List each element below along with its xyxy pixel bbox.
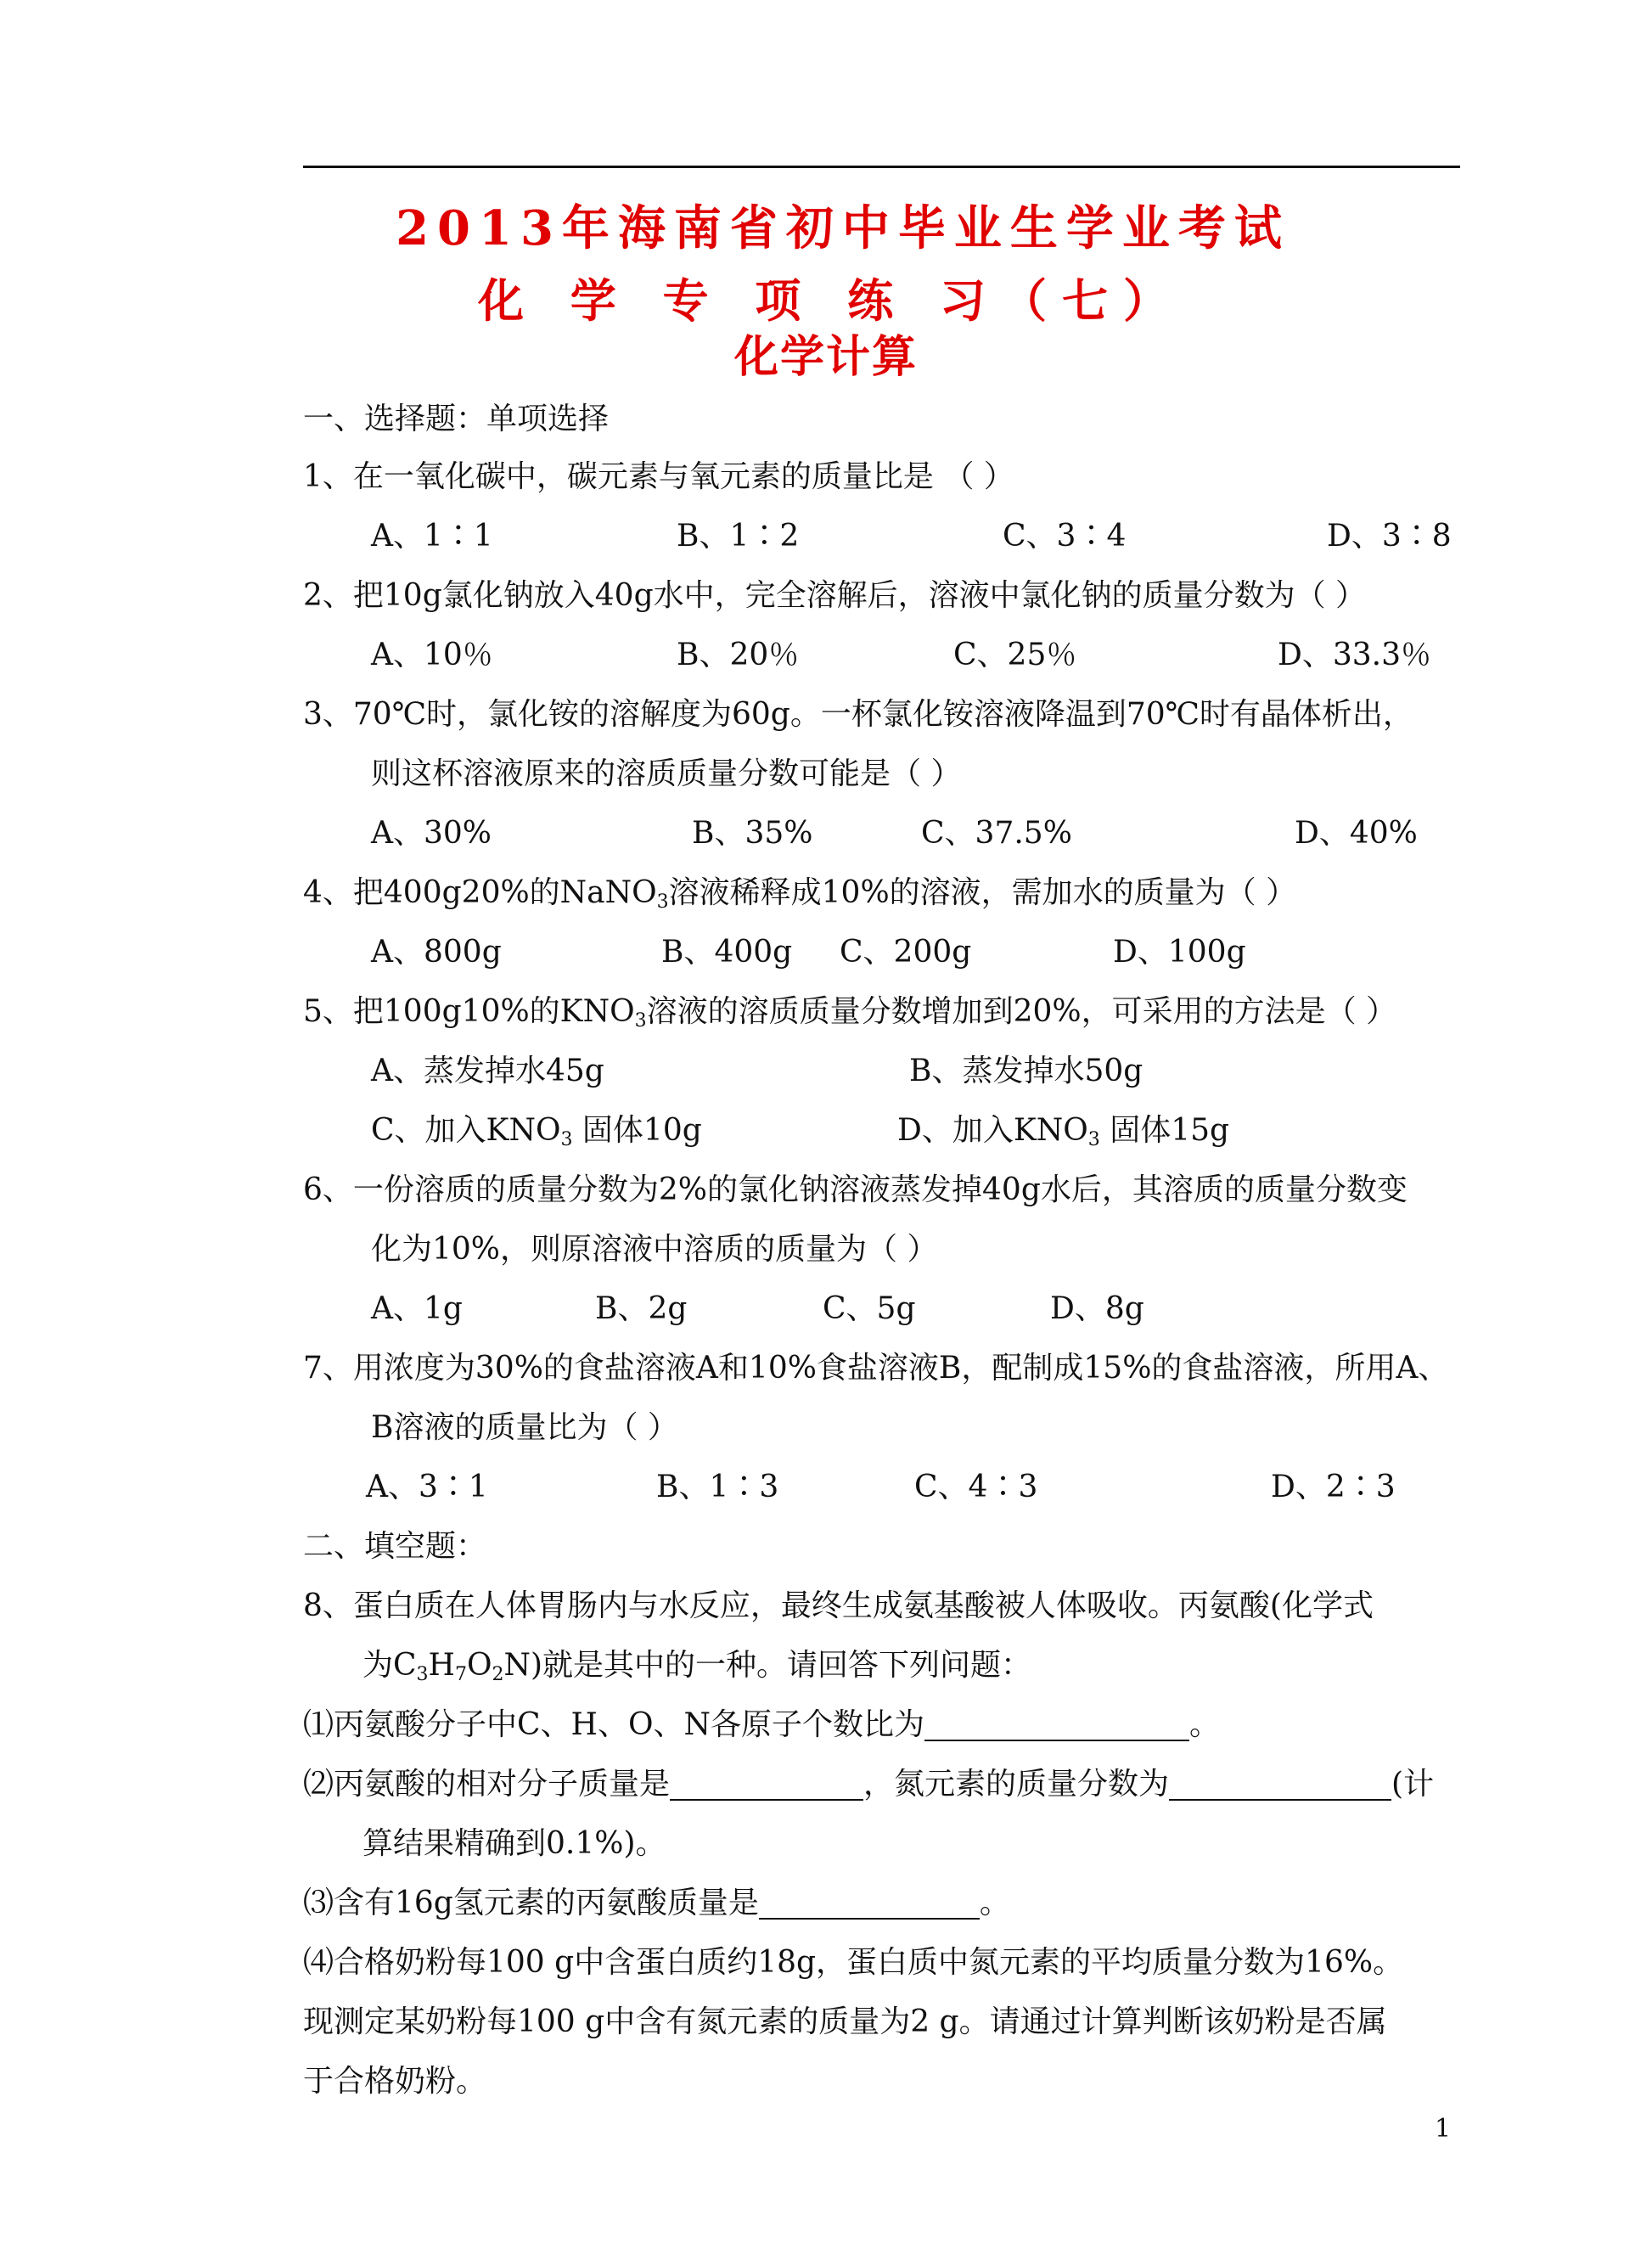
q6-option-d: D、8g xyxy=(1050,1291,1144,1326)
q8-formula-sub-h: 7 xyxy=(454,1664,467,1685)
section1-heading: 一、选择题：单项选择 xyxy=(303,402,610,436)
q6-option-c: C、5g xyxy=(823,1291,916,1326)
q8-part3 xyxy=(303,1879,1010,1922)
q1-option-c: C、3∶4 xyxy=(1003,519,1127,554)
header-rule xyxy=(303,166,1460,168)
q5-option-d-post: 固体15g xyxy=(1099,1113,1230,1148)
page-title: 2013年海南省初中毕业生学业考试 xyxy=(396,200,1290,256)
q4-option-a: A、800g xyxy=(371,935,502,970)
q8-formula-o: O xyxy=(466,1648,492,1683)
q4-stem-subscript: 3 xyxy=(656,891,669,913)
q3-option-d: D、40% xyxy=(1295,816,1418,851)
section2-heading: 二、填空题： xyxy=(303,1529,487,1564)
q8-part2-text-c: (计 xyxy=(1391,1767,1435,1802)
q2-option-b: B、20％ xyxy=(677,638,800,672)
q8-part2-line2: 算结果精确到0.1%)。 xyxy=(362,1826,666,1861)
q8-part1-text: ⑴丙氨酸分子中C、H、O、N各原子个数比为 xyxy=(303,1707,924,1742)
q8-part4-line3: 于合格奶粉。 xyxy=(303,2064,487,2099)
answer-blank-ratio[interactable] xyxy=(924,1709,1189,1741)
q2-option-d: D、33.3％ xyxy=(1278,638,1432,672)
q2-option-c: C、25％ xyxy=(953,638,1077,672)
q8-formula-h: H xyxy=(428,1648,455,1683)
q7-option-c: C、4∶3 xyxy=(914,1470,1038,1504)
q4-stem-post: 溶液稀释成10%的溶液，需加水的质量为（ ） xyxy=(668,875,1297,910)
q4-stem-pre: 4、把400g20%的NaNO xyxy=(303,875,657,910)
q5-stem-subscript: 3 xyxy=(634,1010,647,1032)
q7-stem-line1: 7、用浓度为30%的食盐溶液A和10%食盐溶液B，配制成15%的食盐溶液，所用A、 xyxy=(303,1351,1449,1386)
q4-option-b: B、400g xyxy=(661,935,793,970)
q5-option-b: B、蒸发掉水50g xyxy=(909,1054,1143,1088)
q6-option-b: B、2g xyxy=(595,1291,688,1326)
q2-option-a: A、10％ xyxy=(371,638,493,672)
q1-option-a: A、1∶1 xyxy=(371,519,493,554)
q6-stem-line1: 6、一份溶质的质量分数为2%的氯化钠溶液蒸发掉40g水后，其溶质的质量分数变 xyxy=(303,1172,1408,1207)
q8-line2 xyxy=(362,1641,1031,1685)
q5-stem-pre: 5、把100g10%的KNO xyxy=(303,994,635,1029)
q7-stem-line2: B溶液的质量比为（ ） xyxy=(371,1410,678,1445)
q5-option-d-subscript: 3 xyxy=(1087,1129,1100,1150)
q7-option-a: A、3∶1 xyxy=(366,1470,488,1504)
page-topic: 化学计算 xyxy=(733,331,918,383)
q8-part4-line1: ⑷合格奶粉每100 g中含蛋白质约18g，蛋白质中氮元素的平均质量分数为16%。 xyxy=(303,1945,1404,1980)
q5-option-a: A、蒸发掉水45g xyxy=(371,1054,604,1088)
q8-part3-text: ⑶含有16g氢元素的丙氨酸质量是 xyxy=(303,1886,759,1920)
q2-stem: 2、把10g氯化钠放入40g水中，完全溶解后，溶液中氯化钠的质量分数为（ ） xyxy=(303,578,1367,613)
q8-part2-text-b: ，氮元素的质量分数为 xyxy=(863,1767,1170,1802)
q8-part3-end: 。 xyxy=(979,1886,1010,1920)
q5-stem-post: 溶液的溶质质量分数增加到20%，可采用的方法是（ ） xyxy=(646,994,1397,1029)
q3-stem-line1: 3、70℃时，氯化铵的溶解度为60g。一杯氯化铵溶液降温到70℃时有晶体析出， xyxy=(303,697,1413,732)
q1-option-d: D、3∶8 xyxy=(1327,519,1452,554)
page-number: 1 xyxy=(1435,2114,1452,2144)
q5-option-c-subscript: 3 xyxy=(560,1129,573,1150)
q4-option-c: C、200g xyxy=(840,935,972,970)
answer-blank-nitrogen-fraction[interactable] xyxy=(1169,1768,1391,1801)
q7-option-b: B、1∶3 xyxy=(656,1470,779,1504)
q4-option-d: D、100g xyxy=(1113,935,1246,970)
q6-option-a: A、1g xyxy=(371,1291,463,1326)
q6-stem-line2: 化为10%，则原溶液中溶质的质量为（ ） xyxy=(371,1232,938,1267)
q3-option-c: C、37.5% xyxy=(921,816,1072,851)
q8-line1: 8、蛋白质在人体胃肠内与水反应，最终生成氨基酸被人体吸收。丙氨酸(化学式 xyxy=(303,1588,1374,1623)
q5-option-c-post: 固体10g xyxy=(572,1113,702,1148)
answer-blank-alanine-mass[interactable] xyxy=(759,1887,980,1920)
q8-formula-pre: 为C xyxy=(362,1648,417,1683)
q5-option-d xyxy=(897,1106,1229,1150)
q5-stem xyxy=(303,987,1396,1032)
q8-part4-line2: 现测定某奶粉每100 g中含有氮元素的质量为2 g。请通过计算判断该奶粉是否属 xyxy=(303,2004,1387,2039)
q1-stem: 1、在一氧化碳中，碳元素与氧元素的质量比是 （ ） xyxy=(303,459,1014,494)
answer-blank-molar-mass[interactable] xyxy=(670,1768,863,1801)
q3-stem-line2: 则这杯溶液原来的溶质质量分数可能是（ ） xyxy=(371,756,962,791)
q8-formula-sub-o: 2 xyxy=(492,1664,504,1685)
q8-part1-end: 。 xyxy=(1188,1707,1220,1742)
q5-option-c-pre: C、加入KNO xyxy=(371,1113,561,1148)
q5-option-d-pre: D、加入KNO xyxy=(897,1113,1088,1148)
q3-option-b: B、35% xyxy=(692,816,813,851)
q8-formula-sub-c: 3 xyxy=(416,1664,429,1685)
q8-part2 xyxy=(303,1760,1434,1803)
q5-option-c xyxy=(371,1106,702,1150)
page-subtitle: 化 学 专 项 练 习（七） xyxy=(478,273,1184,328)
q7-option-d: D、2∶3 xyxy=(1271,1470,1396,1504)
q3-option-a: A、30% xyxy=(371,816,492,851)
q8-part2-text-a: ⑵丙氨酸的相对分子质量是 xyxy=(303,1767,671,1802)
q1-option-b: B、1∶2 xyxy=(677,519,800,554)
q8-formula-post: N)就是其中的一种。请回答下列问题： xyxy=(503,1648,1032,1683)
q4-stem xyxy=(303,869,1296,913)
q8-part1 xyxy=(303,1701,1220,1744)
